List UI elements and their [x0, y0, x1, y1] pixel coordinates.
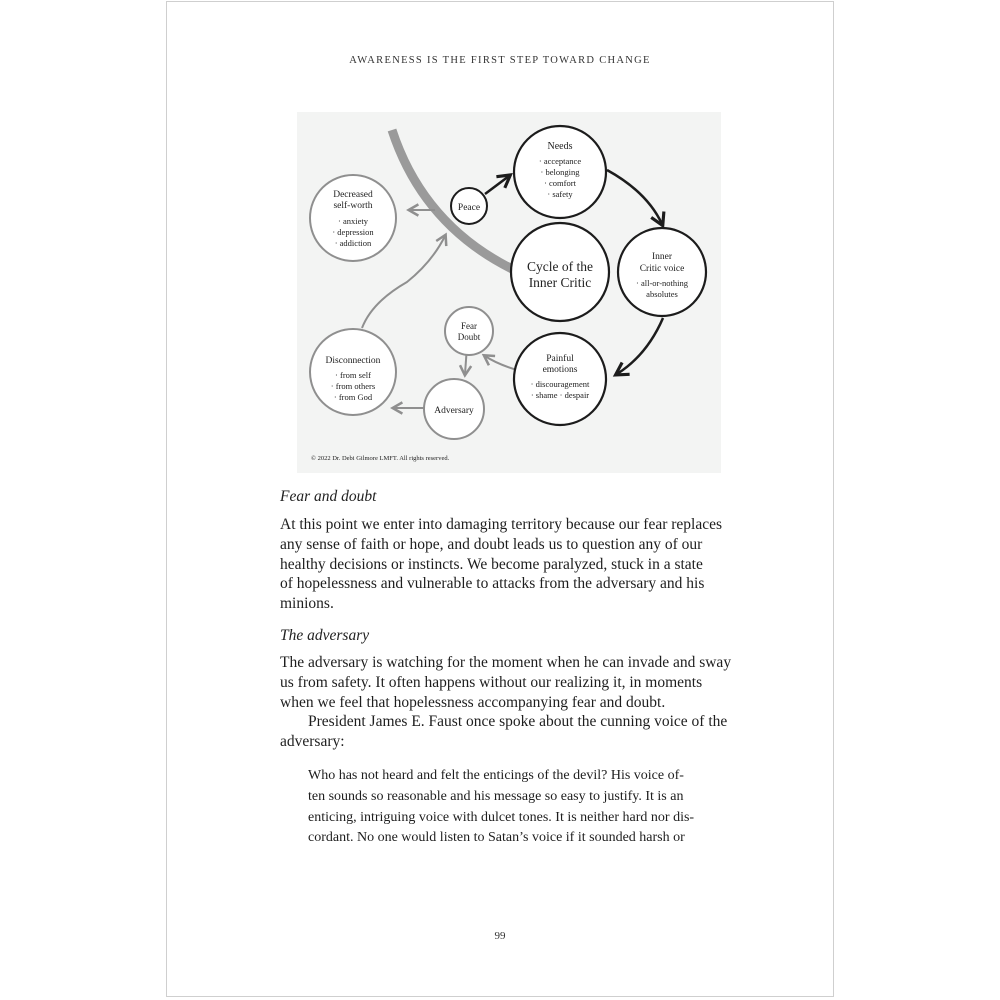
- quote-line: ten sounds so reasonable and his message so easy to justify. It is an: [308, 788, 684, 804]
- needs-item: · comfort: [544, 178, 576, 188]
- needs-item: · safety: [547, 189, 573, 199]
- disconnection-item: · from self: [335, 370, 371, 380]
- adversary-node: [424, 379, 484, 439]
- text-line: adversary:: [280, 733, 345, 751]
- arrow-emotions-to-fear: [485, 356, 517, 370]
- inner-critic-title: Inner: [651, 252, 673, 262]
- adversary-heading: The adversary: [280, 627, 370, 644]
- painful-item: · discouragement: [530, 379, 590, 389]
- book-page: [166, 1, 834, 997]
- disconnection-item: · from God: [333, 392, 373, 402]
- decreased-title: Decreased: [333, 190, 373, 200]
- arrow-needs-to-critic: [607, 170, 662, 224]
- decreased-title: self-worth: [333, 201, 373, 211]
- peace-label: Peace: [457, 203, 481, 213]
- running-head: AWARENESS IS THE FIRST STEP TOWARD CHANGE: [349, 55, 651, 66]
- text-line: The adversary is watching for the moment when he can invade and sway: [280, 654, 732, 671]
- text-line: of hopelessness and vulnerable to attacks from the adversary and his: [280, 575, 705, 593]
- quote-line: Who has not heard and felt the enticings of the devil? His voice of-: [308, 768, 684, 783]
- quote-line: cordant. No one would listen to Satan’s voice if it sounded harsh or: [308, 830, 685, 846]
- decreased-item: · addiction: [334, 238, 372, 248]
- fear-doubt-paragraph: [280, 515, 742, 614]
- decreased-self-worth-node: [310, 175, 396, 261]
- text-line: us from safety. It often happens without our realizing it, in moments: [280, 673, 703, 691]
- adversary-label: Adversary: [434, 406, 474, 416]
- doubt-label: Doubt: [457, 332, 481, 342]
- page-number: 99: [494, 930, 506, 942]
- inner-critic-cycle-diagram: [297, 112, 721, 473]
- inner-critic-item: · all-or-nothing: [636, 278, 688, 288]
- painful-item: · shame · despair: [530, 390, 590, 400]
- needs-item: · belonging: [540, 167, 580, 177]
- cycle-center-node: [511, 223, 609, 321]
- fear-label: Fear: [461, 321, 477, 331]
- fear-doubt-heading: Fear and doubt: [280, 488, 377, 505]
- disconnection-node: [310, 329, 396, 415]
- text-line: any sense of faith or hope, and doubt leads us to question any of our: [280, 535, 703, 553]
- decreased-item: · anxiety: [338, 216, 368, 226]
- painful-emotions-node: [514, 333, 606, 425]
- disconnection-item: · from others: [330, 381, 376, 391]
- diagram-svg: [297, 112, 721, 473]
- adversary-paragraph: [280, 653, 742, 752]
- text-line: when we feel that hopelessness accompanying fear and doubt.: [280, 693, 666, 711]
- fear-doubt-node: [445, 307, 493, 355]
- peace-node: [451, 188, 487, 224]
- needs-node: [514, 126, 606, 218]
- fear-doubt-section: [280, 488, 742, 506]
- text-line: At this point we enter into damaging territory because our fear replaces: [280, 516, 723, 533]
- text-line: minions.: [280, 595, 334, 613]
- painful-title: emotions: [542, 365, 578, 375]
- quote-line: enticing, intriguing voice with dulcet tones. It is neither hard nor dis-: [308, 809, 695, 825]
- inner-critic-node: [618, 228, 706, 316]
- diagram-copyright: © 2022 Dr. Debi Gilmore LMFT. All rights reserved.: [311, 455, 450, 462]
- needs-item: · acceptance: [538, 156, 582, 166]
- center-label-line2: Inner Critic: [528, 275, 592, 290]
- faust-quote: [308, 766, 713, 849]
- text-line: President James E. Faust once spoke about the cunning voice of the: [308, 713, 728, 731]
- disconnection-title: Disconnection: [325, 356, 381, 366]
- inner-critic-title: Critic voice: [639, 264, 685, 274]
- adversary-section: [280, 627, 742, 645]
- needs-title: Needs: [547, 141, 573, 152]
- arrow-peace-to-needs: [485, 176, 509, 194]
- decreased-item: · depression: [332, 227, 374, 237]
- painful-title: Painful: [546, 354, 574, 364]
- center-label-line1: Cycle of the: [527, 259, 593, 274]
- arrow-critic-to-emotions: [617, 318, 663, 374]
- text-line: healthy decisions or instincts. We become paralyzed, stuck in a state: [280, 555, 703, 573]
- inner-critic-item: absolutes: [646, 289, 678, 299]
